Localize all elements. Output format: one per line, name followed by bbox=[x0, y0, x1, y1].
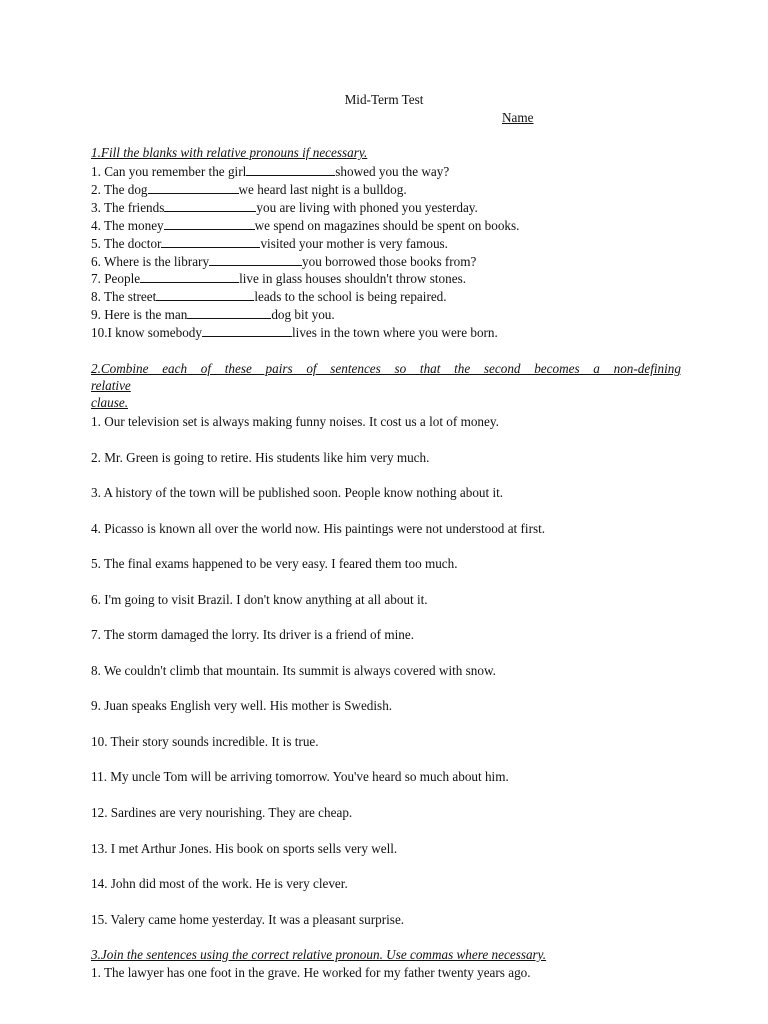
item-text: visited your mother is very famous. bbox=[260, 235, 448, 251]
section3-heading: 3.Join the sentences using the correct relative pronoun. Use commas where necessary. bbox=[91, 947, 547, 962]
list-item: 13. I met Arthur Jones. His book on sports sells very well. bbox=[91, 841, 398, 856]
list-item: 1. The lawyer has one foot in the grave. He worked for my father twenty years ago. bbox=[91, 965, 531, 980]
name-label: Name bbox=[502, 110, 534, 125]
list-item: 6. I'm going to visit Brazil. I don't know anything at all about it. bbox=[91, 592, 428, 607]
item-text: 10.I know somebody bbox=[91, 325, 202, 341]
page-title: Mid-Term Test bbox=[344, 92, 424, 107]
answer-blank[interactable] bbox=[140, 271, 239, 283]
list-item bbox=[91, 181, 519, 199]
list-item: 4. Picasso is known all over the world now. His paintings were not understood at first. bbox=[91, 521, 546, 536]
item-text: you are living with phoned you yesterday. bbox=[256, 199, 478, 215]
list-item bbox=[91, 217, 519, 235]
item-text: 6. Where is the library bbox=[91, 253, 210, 269]
answer-blank[interactable] bbox=[156, 289, 254, 301]
answer-blank[interactable] bbox=[209, 254, 302, 266]
item-text: lives in the town where you were born. bbox=[292, 325, 498, 341]
item-text: live in glass houses shouldn't throw stones. bbox=[239, 271, 467, 287]
list-item bbox=[91, 199, 519, 217]
list-item: 7. The storm damaged the lorry. Its driver is a friend of mine. bbox=[91, 627, 415, 642]
heading-line: clause. bbox=[91, 395, 128, 410]
section1-list bbox=[91, 163, 519, 342]
answer-blank[interactable] bbox=[202, 325, 292, 337]
item-text: we spend on magazines should be spent on books. bbox=[254, 217, 520, 233]
item-text: 5. The doctor bbox=[91, 235, 162, 251]
list-item bbox=[91, 163, 519, 181]
answer-blank[interactable] bbox=[187, 307, 271, 319]
answer-blank[interactable] bbox=[164, 200, 256, 212]
list-item: 9. Juan speaks English very well. His mother is Swedish. bbox=[91, 698, 393, 713]
item-text: you borrowed those books from? bbox=[302, 253, 477, 269]
list-item: 3. A history of the town will be published soon. People know nothing about it. bbox=[91, 485, 504, 500]
section1-heading: 1.Fill the blanks with relative pronouns if necessary. bbox=[91, 145, 368, 160]
item-text: we heard last night is a bulldog. bbox=[238, 181, 407, 197]
item-text: 7. People bbox=[91, 271, 141, 287]
answer-blank[interactable] bbox=[148, 182, 239, 194]
list-item: 12. Sardines are very nourishing. They are cheap. bbox=[91, 805, 353, 820]
answer-blank[interactable] bbox=[164, 218, 255, 230]
list-item: 14. John did most of the work. He is very clever. bbox=[91, 876, 348, 891]
section2-heading bbox=[91, 360, 681, 411]
list-item: 2. Mr. Green is going to retire. His students like him very much. bbox=[91, 450, 430, 465]
item-text: 9. Here is the man bbox=[91, 307, 188, 323]
list-item: 15. Valery came home yesterday. It was a pleasant surprise. bbox=[91, 912, 405, 927]
list-item: 8. We couldn't climb that mountain. Its summit is always covered with snow. bbox=[91, 663, 496, 678]
heading-line: 2.Combine each of these pairs of sentences so that the second becomes a non-defining bbox=[91, 361, 681, 376]
answer-blank[interactable] bbox=[161, 236, 260, 248]
item-text: 4. The money bbox=[91, 217, 164, 233]
list-item bbox=[91, 288, 519, 306]
list-item: 11. My uncle Tom will be arriving tomorrow. You've heard so much about him. bbox=[91, 769, 509, 784]
list-item bbox=[91, 324, 519, 342]
item-text: leads to the school is being repaired. bbox=[254, 289, 447, 305]
list-item bbox=[91, 253, 519, 271]
list-item bbox=[91, 235, 519, 253]
answer-blank[interactable] bbox=[246, 164, 335, 176]
list-item: 5. The final exams happened to be very easy. I feared them too much. bbox=[91, 556, 458, 571]
list-item: 10. Their story sounds incredible. It is true. bbox=[91, 734, 319, 749]
item-text: 8. The street bbox=[91, 289, 157, 305]
list-item: 1. Our television set is always making funny noises. It cost us a lot of money. bbox=[91, 414, 499, 429]
item-text: 2. The dog bbox=[91, 181, 148, 197]
list-item bbox=[91, 270, 519, 288]
item-text: 1. Can you remember the girl bbox=[91, 164, 247, 179]
heading-line: relative bbox=[91, 378, 131, 393]
list-item bbox=[91, 306, 519, 324]
item-text: dog bit you. bbox=[271, 307, 335, 323]
item-text: 3. The friends bbox=[91, 199, 165, 215]
item-text: showed you the way? bbox=[335, 164, 450, 179]
